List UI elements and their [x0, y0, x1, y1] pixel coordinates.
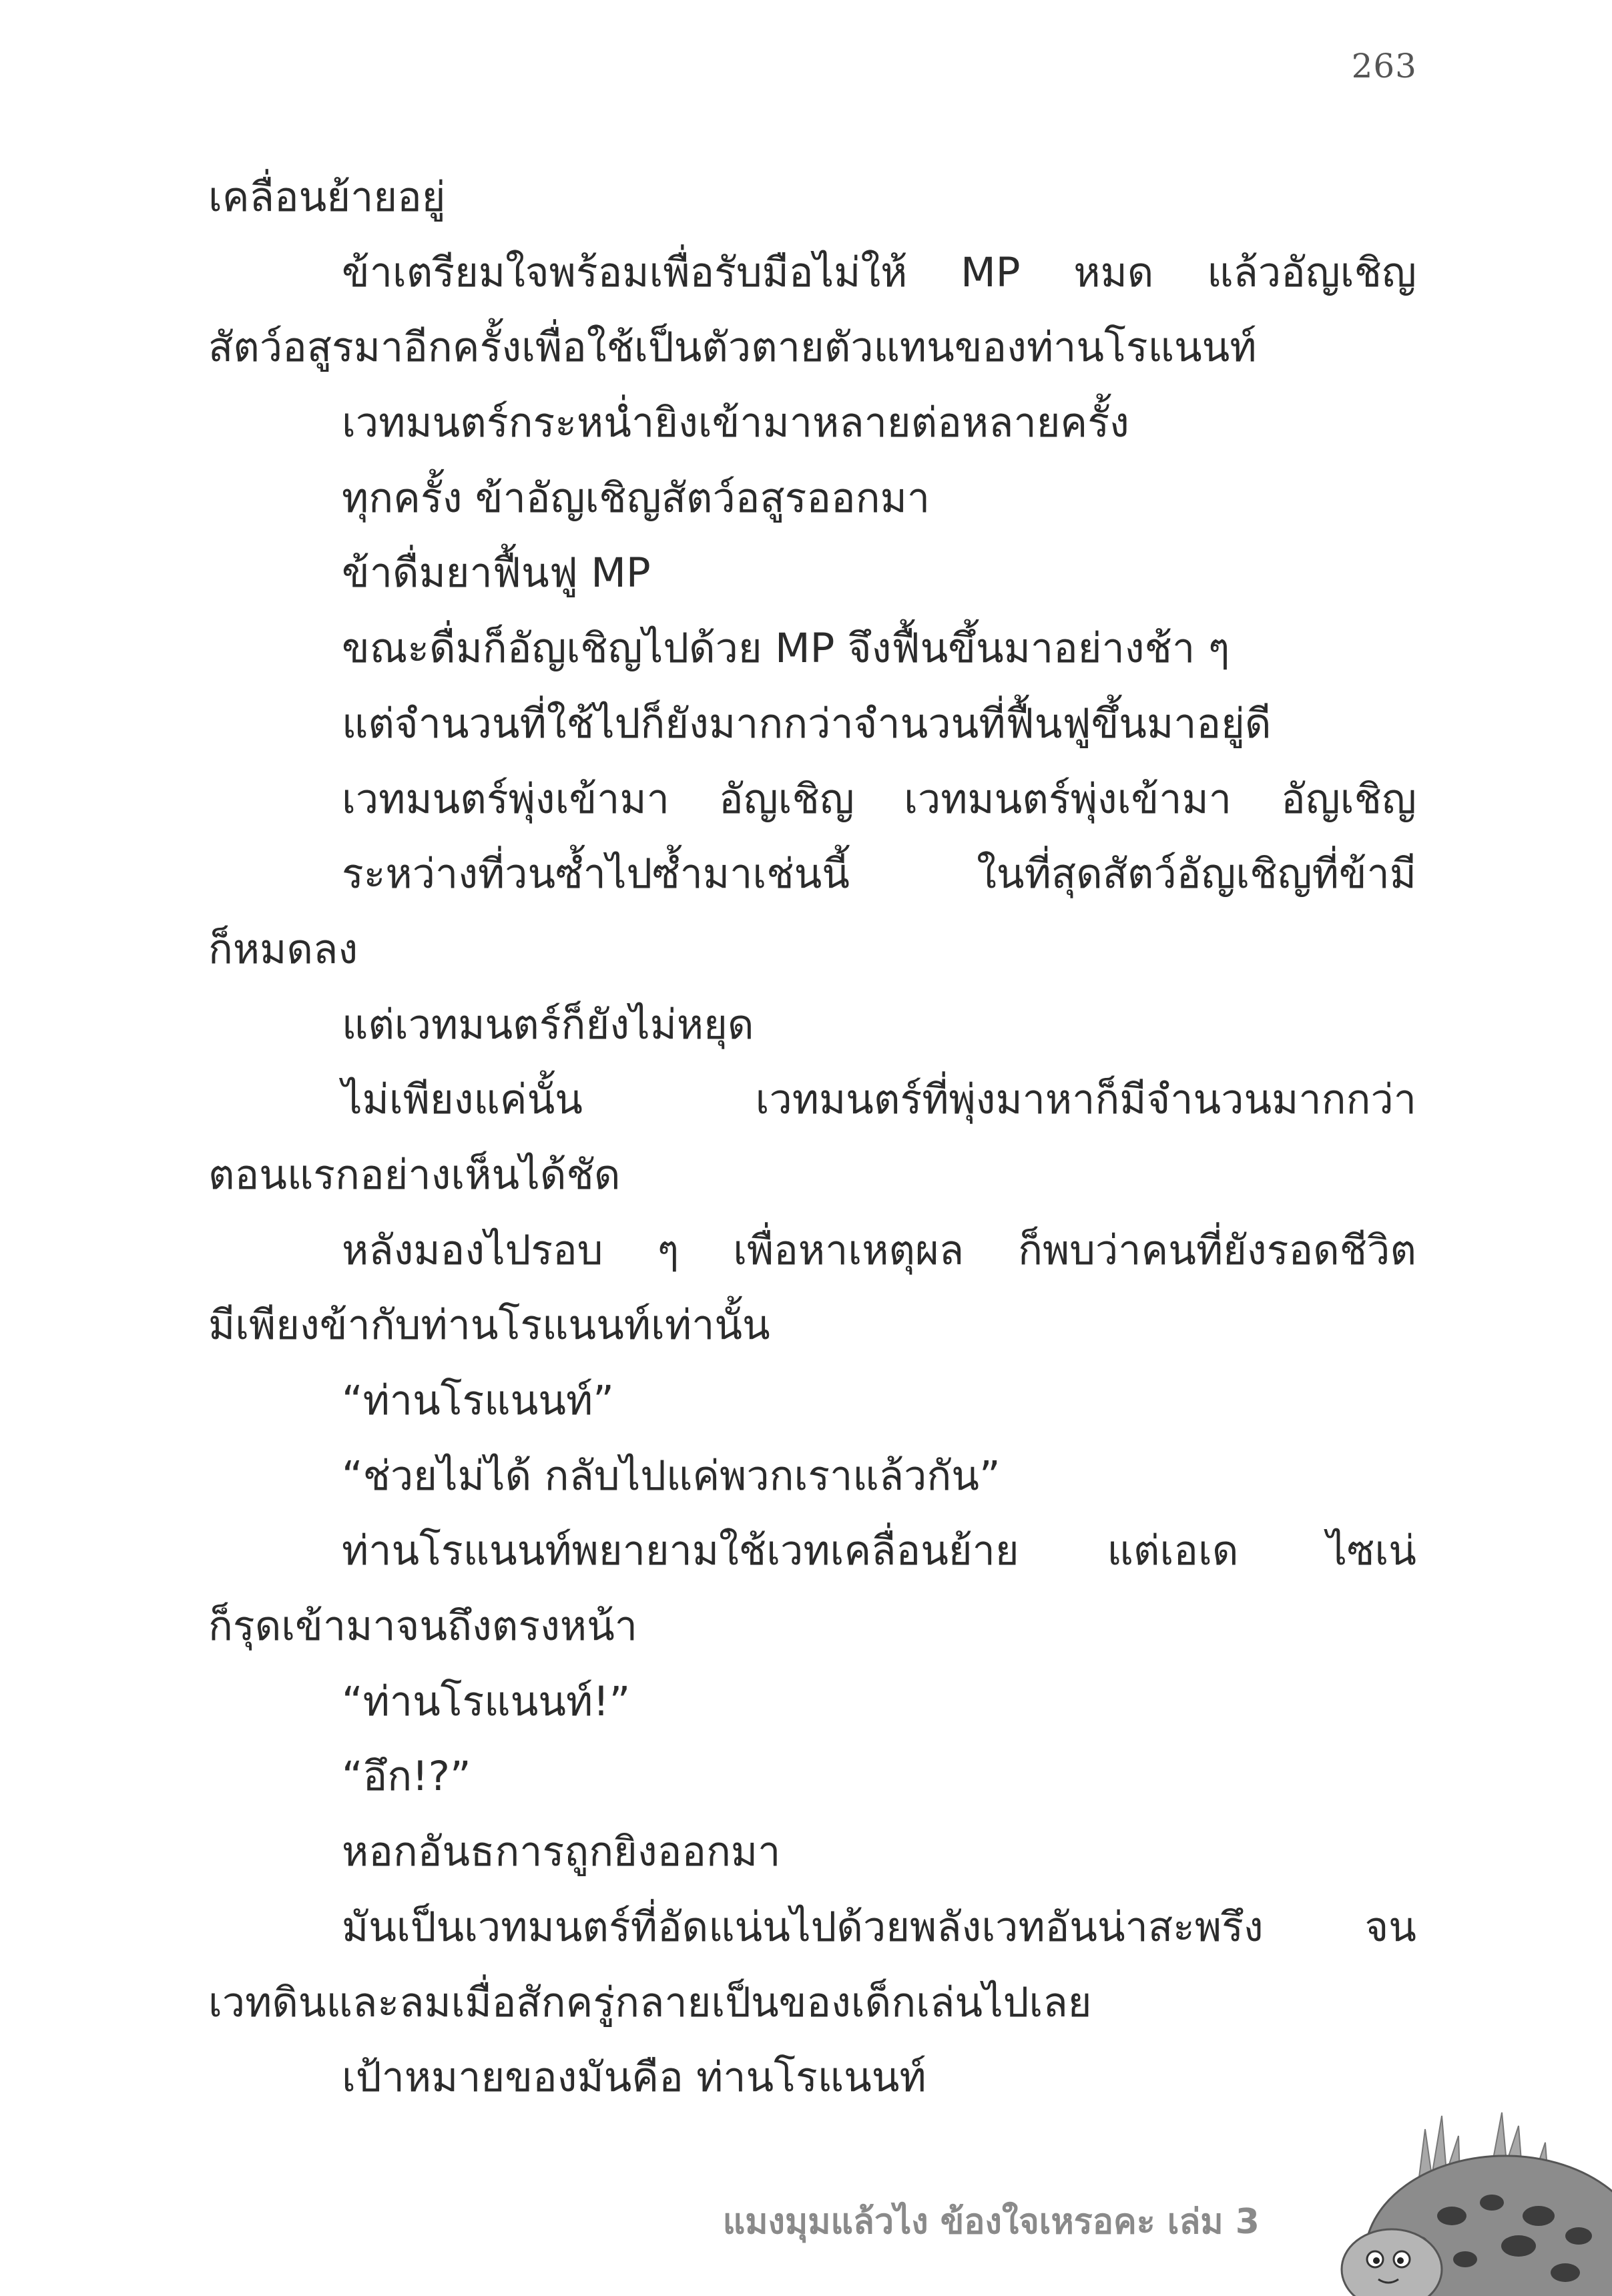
text-line: ไม่เพียงแค่นั้น เวทมนตร์ที่พุ่งมาหาก็มีจำนวนมากกว่า — [342, 1076, 1416, 1124]
text-line: “ท่านโรแนนท์!” — [342, 1677, 631, 1725]
text-line: “ช่วยไม่ได้ กลับไปแค่พวกเราแล้วกัน” — [342, 1452, 1001, 1500]
text-line: หลังมองไปรอบ ๆ เพื่อหาเหตุผล ก็พบว่าคนที่ยังรอดชีวิต — [342, 1226, 1416, 1274]
text-line: เคลื่อนย้ายอยู่ — [208, 174, 446, 221]
text-line: หอกอันธการถูกยิงออกมา — [342, 1828, 781, 1876]
text-line: ก็รุดเข้ามาจนถึงตรงหน้า — [208, 1603, 638, 1651]
text-line: ข้าดื่มยาฟื้นฟู MP — [342, 549, 651, 597]
text-line: เวทมนตร์พุ่งเข้ามา อัญเชิญ เวทมนตร์พุ่งเข้ามา อัญเชิญ — [342, 775, 1416, 823]
text-line: เวทดินและลมเมื่อสักครู่กลายเป็นของเด็กเล่นไปเลย — [208, 1978, 1092, 2026]
text-line: ระหว่างที่วนซ้ำไปซ้ำมาเช่นนี้ ในที่สุดสัตว์อัญเชิญที่ข้ามี — [342, 850, 1416, 898]
text-line: “อึก!?” — [342, 1753, 471, 1801]
text-line: สัตว์อสูรมาอีกครั้งเพื่อใช้เป็นตัวตายตัวแทนของท่านโรแนนท์ — [208, 324, 1257, 372]
text-line: ก็หมดลง — [208, 925, 358, 973]
text-line: แต่เวทมนตร์ก็ยังไม่หยุด — [342, 1000, 754, 1049]
text-line: “ท่านโรแนนท์” — [342, 1377, 614, 1424]
book-title-footer: แมงมุมแล้วไง ข้องใจเหรอคะ เล่ม 3 — [722, 2202, 1260, 2242]
text-line: เวทมนตร์กระหน่ำยิงเข้ามาหลายต่อหลายครั้ง — [342, 399, 1129, 447]
text-line: ท่านโรแนนท์พยายามใช้เวทเคลื่อนย้าย แต่เอเด ไซเน่ — [342, 1527, 1416, 1575]
text-line: เป้าหมายของมันคือ ท่านโรแนนท์ — [342, 2054, 926, 2102]
text-line: ข้าเตรียมใจพร้อมเพื่อรับมือไม่ให้ MP หมด แล้วอัญเชิญ — [342, 248, 1416, 296]
page-number: 263 — [1351, 47, 1417, 85]
text-line: มีเพียงข้ากับท่านโรแนนท์เท่านั้น — [208, 1302, 770, 1350]
text-line: ทุกครั้ง ข้าอัญเชิญสัตว์อสูรออกมา — [342, 474, 930, 522]
text-line: แต่จำนวนที่ใช้ไปก็ยังมากกว่าจำนวนที่ฟื้นฟูขึ้นมาอยู่ดี — [342, 699, 1272, 748]
text-line: ขณะดื่มก็อัญเชิญไปด้วย MP จึงฟื้นขึ้นมาอย่างช้า ๆ — [342, 625, 1230, 673]
mascot-illustration — [1318, 2102, 1612, 2296]
text-line: ตอนแรกอย่างเห็นได้ชัด — [208, 1151, 621, 1199]
text-line: มันเป็นเวทมนตร์ที่อัดแน่นไปด้วยพลังเวทอันน่าสะพรึง จน — [342, 1903, 1416, 1951]
body-text — [208, 160, 1416, 2116]
